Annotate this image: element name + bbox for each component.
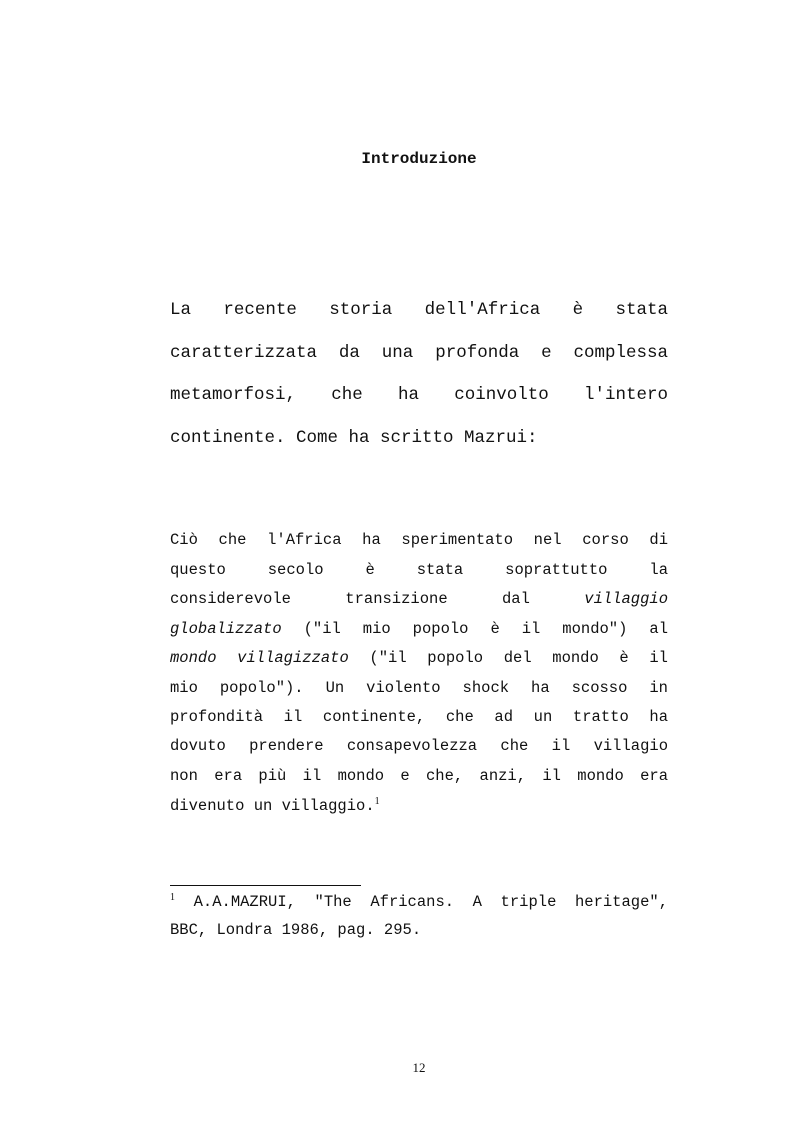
- quote-line-6: mio popolo"). Un violento shock ha scosso in: [170, 679, 668, 697]
- quote-line-5-text: ("il popolo del mondo è il: [348, 649, 668, 667]
- quote-line-3: [170, 589, 668, 609]
- quote-line-1: Ciò che l'Africa ha sperimentato nel corso di: [170, 531, 668, 549]
- quote-line-9: non era più il mondo e che, anzi, il mondo era: [170, 767, 668, 785]
- quote-italic-globalizzato: globalizzato: [170, 620, 282, 638]
- quote-line-2: questo secolo è stata soprattutto la: [170, 561, 668, 579]
- footnote-line-2: BBC, Londra 1986, pag. 295.: [170, 921, 422, 939]
- quote-italic-villaggio: villaggio: [584, 590, 668, 608]
- quote-line-4-text: ("il mio popolo è il mondo") al: [281, 620, 668, 638]
- quote-line-4: [170, 619, 668, 639]
- quote-line-10-text: divenuto un villaggio.: [170, 797, 375, 815]
- quote-line-5: [170, 648, 668, 668]
- intro-line-2: caratterizzata da una profonda e complessa: [170, 343, 668, 363]
- quote-italic-mondo-villagizzato: mondo villagizzato: [170, 649, 349, 667]
- footnote-number: 1: [170, 891, 175, 903]
- quote-line-10: [170, 796, 668, 816]
- intro-line-3: metamorfosi, che ha coinvolto l'intero: [170, 385, 668, 405]
- footnote-line-1: [170, 892, 668, 912]
- intro-line-4: continente. Come ha scritto Mazrui:: [170, 428, 538, 448]
- quote-line-8: dovuto prendere consapevolezza che il villagio: [170, 737, 668, 755]
- footnote-divider: [170, 885, 361, 886]
- footnote-reference[interactable]: 1: [374, 795, 380, 807]
- quote-line-3-text: considerevole transizione dal: [170, 590, 585, 608]
- page-number: 12: [412, 1060, 426, 1075]
- quote-line-7: profondità il continente, che ad un tratto ha: [170, 708, 668, 726]
- chapter-title: Introduzione: [361, 150, 477, 168]
- intro-line-1: La recente storia dell'Africa è stata: [170, 300, 668, 320]
- footnote-line-1-text: A.A.MAZRUI, "The Africans. A triple heritage",: [193, 893, 668, 911]
